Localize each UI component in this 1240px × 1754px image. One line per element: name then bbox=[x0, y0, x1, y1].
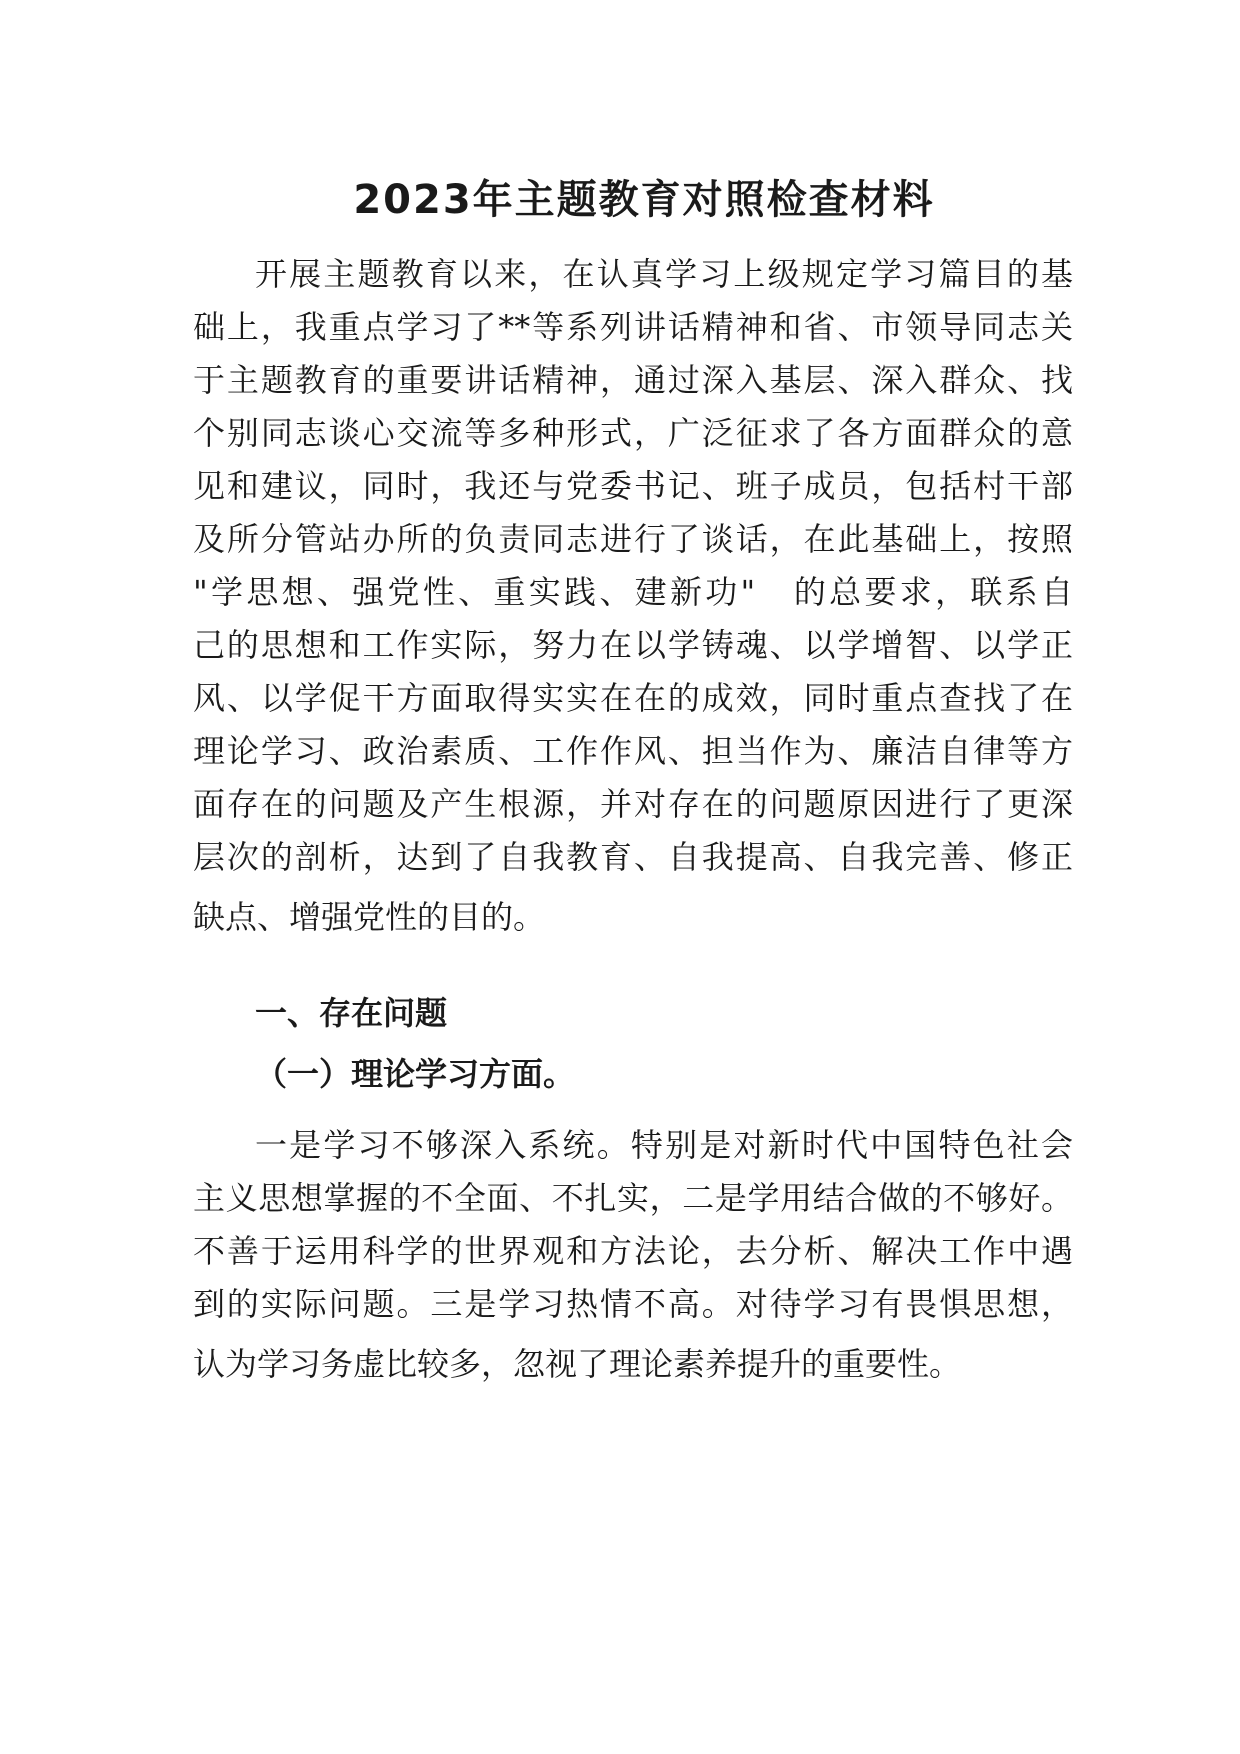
intro-line-2: 础上，我重点学习了**等系列讲话精神和省、市领导同志关 bbox=[193, 308, 1073, 346]
intro-line-3: 于主题教育的重要讲话精神，通过深入基层、深入群众、找 bbox=[193, 361, 1073, 399]
body-line-2: 主义思想掌握的不全面、不扎实，二是学用结合做的不够好。 bbox=[193, 1179, 1073, 1217]
body-line-4: 到的实际问题。三是学习热情不高。对待学习有畏惧思想， bbox=[193, 1285, 1073, 1323]
body-line-1: 一是学习不够深入系统。特别是对新时代中国特色社会 bbox=[255, 1126, 1073, 1164]
body-line-3: 不善于运用科学的世界观和方法论，去分析、解决工作中遇 bbox=[193, 1232, 1073, 1270]
document-title bbox=[0, 170, 1240, 230]
subsection-heading: （一）理论学习方面。 bbox=[255, 1055, 576, 1093]
intro-line-13: 缺点、增强党性的目的。 bbox=[193, 898, 546, 936]
intro-line-11: 面存在的问题及产生根源，并对存在的问题原因进行了更深 bbox=[193, 785, 1073, 823]
intro-line-1: 开展主题教育以来，在认真学习上级规定学习篇目的基 bbox=[255, 255, 1073, 293]
intro-line-5: 见和建议，同时，我还与党委书记、班子成员，包括村干部 bbox=[193, 467, 1073, 505]
intro-line-4: 个别同志谈心交流等多种形式，广泛征求了各方面群众的意 bbox=[193, 414, 1073, 452]
body-line-5: 认为学习务虚比较多，忽视了理论素养提升的重要性。 bbox=[193, 1345, 962, 1383]
intro-line-8: 己的思想和工作实际，努力在以学铸魂、以学增智、以学正 bbox=[193, 626, 1073, 664]
intro-line-7: "学思想、强党性、重实践、建新功" 的总要求，联系自 bbox=[193, 573, 1073, 611]
section-heading: 一、存在问题 bbox=[255, 994, 448, 1032]
intro-line-6: 及所分管站办所的负责同志进行了谈话，在此基础上，按照 bbox=[193, 520, 1073, 558]
document-title-text: 2023年主题教育对照检查材料 bbox=[353, 177, 935, 223]
intro-line-9: 风、以学促干方面取得实实在在的成效，同时重点查找了在 bbox=[193, 679, 1073, 717]
intro-line-12: 层次的剖析，达到了自我教育、自我提高、自我完善、修正 bbox=[193, 838, 1073, 876]
intro-line-10: 理论学习、政治素质、工作作风、担当作为、廉洁自律等方 bbox=[193, 732, 1073, 770]
